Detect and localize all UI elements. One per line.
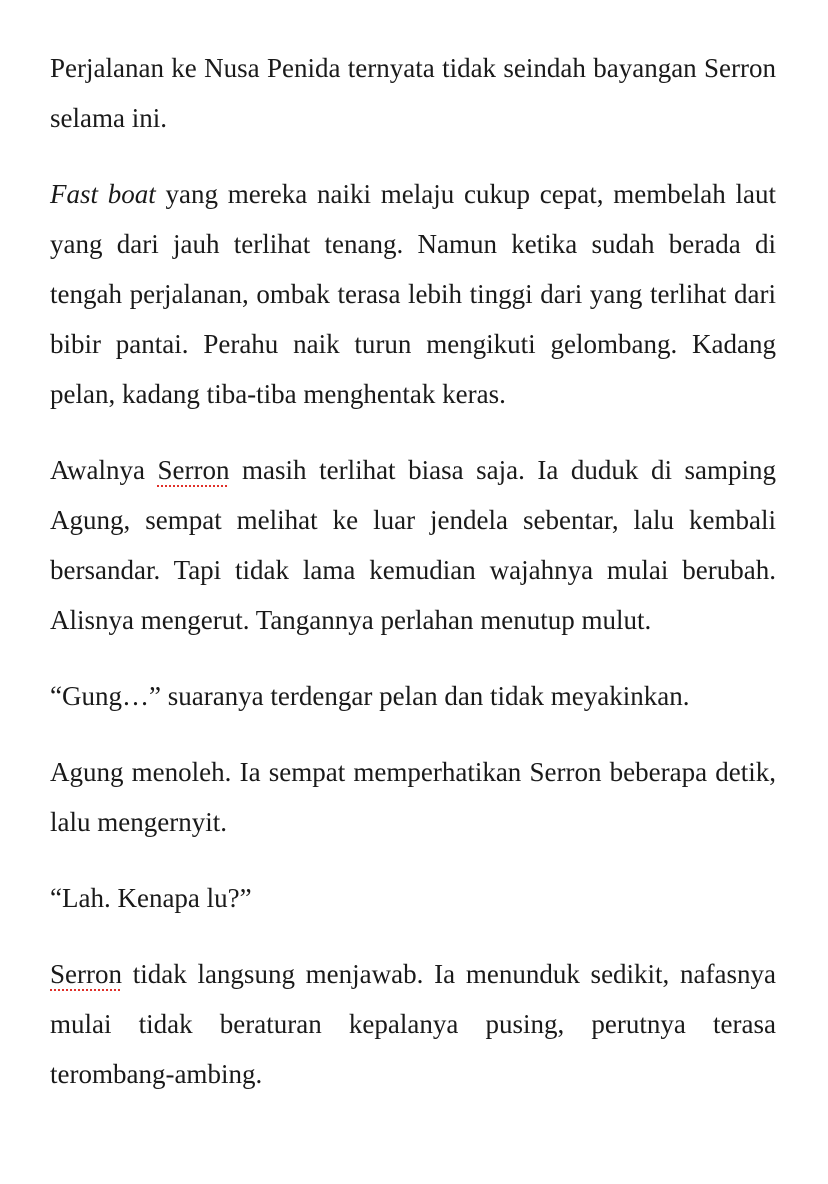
paragraph-7 [50, 949, 776, 1099]
paragraph-3-lead: Awalnya [50, 455, 158, 485]
dialogue-line: “Gung…” suaranya terdengar pelan dan tidak meyakinkan. [50, 681, 690, 711]
spellcheck-flagged-word[interactable]: Serron [50, 959, 122, 989]
paragraph-6 [50, 873, 776, 923]
paragraph-2-text: yang mereka naiki melaju cukup cepat, membelah laut yang dari jauh terlihat tenang. Namun ketika sudah berada di tengah perjalanan, ombak terasa lebih tinggi dari yang terlihat dari bibir pantai. Perahu naik turun mengikuti gelombang. Kadang pelan, kadang tiba-tiba menghentak keras. [50, 179, 776, 409]
paragraph-4 [50, 671, 776, 721]
dialogue-line: “Lah. Kenapa lu?” [50, 883, 252, 913]
paragraph-1 [50, 43, 776, 143]
paragraph-2 [50, 169, 776, 419]
paragraph-7-text: tidak langsung menjawab. Ia menunduk sedikit, nafasnya mulai tidak beraturan kepalanya pusing, perutnya terasa terombang-ambing. [50, 959, 776, 1089]
document-body [50, 43, 776, 1099]
paragraph-5 [50, 747, 776, 847]
spellcheck-flagged-word[interactable]: Serron [157, 455, 230, 485]
italic-term-fast-boat: Fast boat [50, 179, 156, 209]
paragraph-3-text: masih terlihat biasa saja. Ia duduk di samping Agung, sempat melihat ke luar jendela sebentar, lalu kembali bersandar. Tapi tidak lama kemudian wajahnya mulai berubah. Alisnya mengerut. Tangannya perlahan menutup mulut. [50, 455, 776, 635]
paragraph-1-text: Perjalanan ke Nusa Penida ternyata tidak seindah bayangan Serron selama ini. [50, 53, 776, 133]
paragraph-3 [50, 445, 776, 645]
paragraph-5-text: Agung menoleh. Ia sempat memperhatikan Serron beberapa detik, lalu mengernyit. [50, 757, 776, 837]
